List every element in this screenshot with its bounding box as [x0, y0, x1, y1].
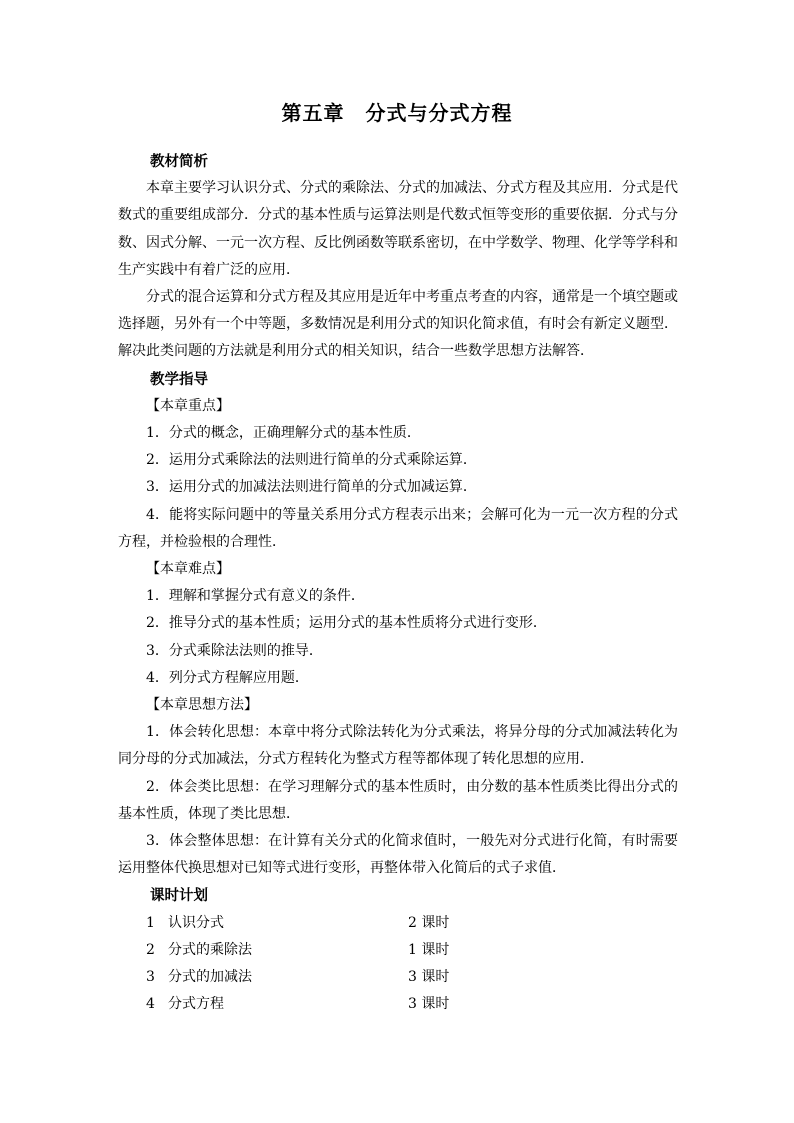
schedule-lesson: 分式的加减法	[168, 969, 252, 986]
analysis-paragraph: 本章主要学习认识分式、分式的乘除法、分式的加减法、分式方程及其应用．分式是代数式的重要组成部分．分式的基本性质与运算法则是代数式恒等变形的重要依据．分式与分数、因式分解、一元一次方程、反比例函数等联系密切，在中学数学、物理、化学等学科和生产实践中有着广泛的应用．	[118, 180, 678, 278]
schedule-number: 1	[146, 914, 155, 931]
schedule-hours: 3 课时	[408, 996, 450, 1013]
key-points-heading: 【本章重点】	[146, 397, 230, 414]
section-heading-schedule: 课时计划	[150, 887, 208, 905]
schedule-lesson: 认识分式	[168, 914, 224, 931]
difficulty-item: 1．理解和掌握分式有意义的条件．	[146, 588, 365, 605]
key-point-item: 4．能将实际问题中的等量关系用分式方程表示出来；会解可化为一元一次方程的分式方程，并检验根的合理性．	[118, 506, 678, 550]
schedule-lesson: 分式的乘除法	[168, 941, 252, 958]
schedule-lesson: 分式方程	[168, 996, 224, 1013]
schedule-row	[118, 910, 678, 937]
key-point-item: 2．运用分式乘除法的法则进行简单的分式乘除运算．	[146, 452, 477, 469]
methods-heading: 【本章思想方法】	[146, 697, 258, 714]
analysis-paragraph: 分式的混合运算和分式方程及其应用是近年中考重点考查的内容，通常是一个填空题或选择题，另外有一个中等题，多数情况是利用分式的知识化简求值，有时会有新定义题型．解决此类问题的方法就是利用分式的相关知识，结合一些数学思想方法解答．	[118, 289, 678, 360]
method-item: 2．体会类比思想：在学习理解分式的基本性质时，由分数的基本性质类比得出分式的基本性质，体现了类比思想．	[118, 778, 678, 822]
section-heading-guidance: 教学指导	[150, 370, 208, 388]
difficulty-item: 4．列分式方程解应用题．	[146, 669, 309, 686]
schedule-number: 4	[146, 996, 155, 1013]
schedule-row	[118, 991, 678, 1018]
document-body	[118, 148, 678, 1019]
schedule-hours: 3 课时	[408, 969, 450, 986]
difficulties-heading: 【本章难点】	[146, 561, 230, 578]
schedule-hours: 1 课时	[408, 941, 450, 958]
difficulty-item: 3．分式乘除法法则的推导．	[146, 642, 323, 659]
page-title: 第五章 分式与分式方程	[281, 101, 513, 125]
key-point-item: 3．运用分式的加减法法则进行简单的分式加减运算．	[146, 479, 477, 496]
method-item: 3．体会整体思想：在计算有关分式的化简求值时，一般先对分式进行化简，有时需要运用整体代换思想对已知等式进行变形，再整体带入化简后的式子求值．	[118, 833, 678, 877]
schedule-hours: 2 课时	[408, 914, 450, 931]
key-point-item: 1．分式的概念，正确理解分式的基本性质．	[146, 425, 421, 442]
schedule-number: 2	[146, 941, 155, 958]
method-item: 1．体会转化思想：本章中将分式除法转化为分式乘法，将异分母的分式加减法转化为同分母的分式加减法，分式方程转化为整式方程等都体现了转化思想的应用．	[118, 724, 678, 768]
schedule-row	[118, 964, 678, 991]
section-heading-analysis: 教材简析	[150, 153, 208, 170]
difficulty-item: 2．推导分式的基本性质；运用分式的基本性质将分式进行变形．	[146, 615, 547, 632]
schedule-row	[118, 937, 678, 964]
schedule-number: 3	[146, 969, 155, 986]
